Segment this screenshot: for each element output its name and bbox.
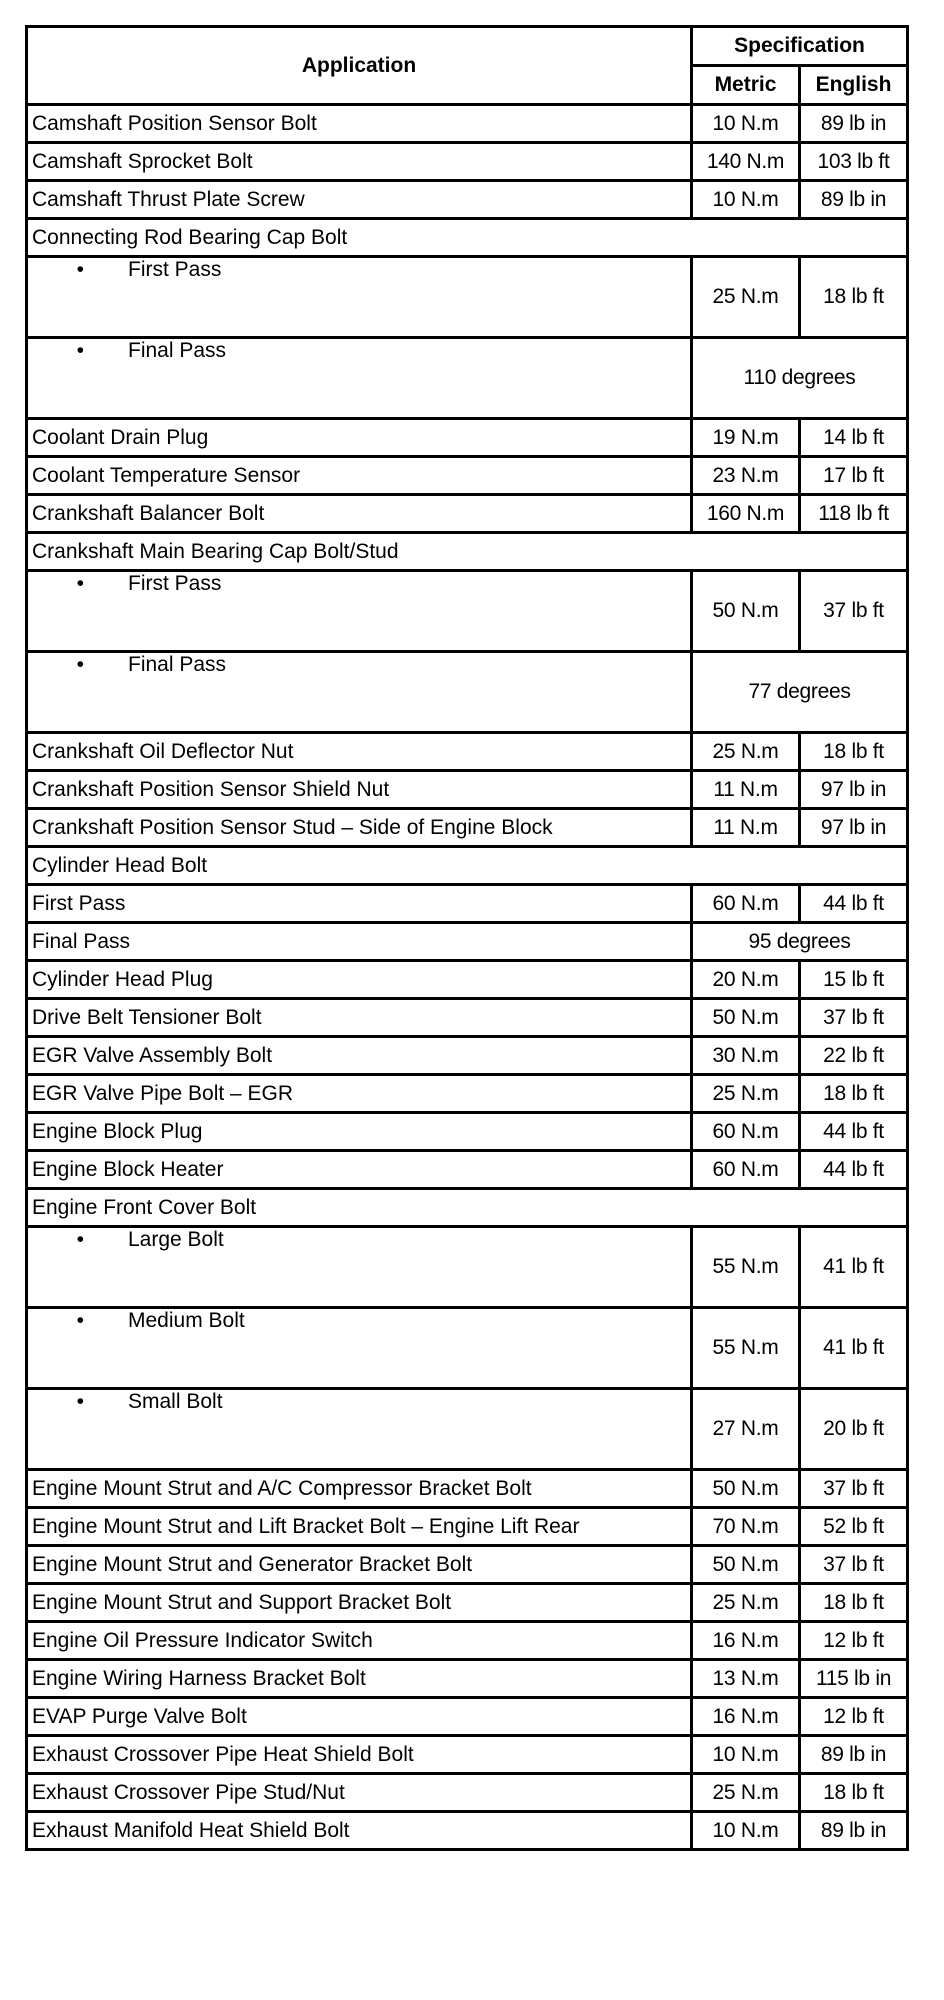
metric-value: 16 N.m <box>692 1622 800 1660</box>
application-cell: First Pass <box>27 885 692 923</box>
application-cell: Crankshaft Position Sensor Stud – Side of Engine Block <box>27 809 692 847</box>
table-row <box>27 923 908 961</box>
application-cell: Crankshaft Main Bearing Cap Bolt/Stud <box>27 533 908 571</box>
english-value: 22 lb ft <box>800 1037 908 1075</box>
table-row <box>27 1584 908 1622</box>
english-header: English <box>800 66 908 105</box>
table-row <box>27 1470 908 1508</box>
table-row <box>27 771 908 809</box>
english-value: 103 lb ft <box>800 143 908 181</box>
metric-value: 10 N.m <box>692 1736 800 1774</box>
application-cell: EGR Valve Assembly Bolt <box>27 1037 692 1075</box>
table-row <box>27 105 908 143</box>
table-row <box>27 1660 908 1698</box>
torque-spec-sheet <box>25 25 906 1851</box>
application-cell: Engine Wiring Harness Bracket Bolt <box>27 1660 692 1698</box>
english-value: 37 lb ft <box>800 999 908 1037</box>
application-cell: Exhaust Crossover Pipe Stud/Nut <box>27 1774 692 1812</box>
table-row <box>27 419 908 457</box>
application-cell: Connecting Rod Bearing Cap Bolt <box>27 219 908 257</box>
bullet-label: Final Pass <box>128 339 227 362</box>
english-value: 37 lb ft <box>800 1546 908 1584</box>
metric-value: 60 N.m <box>692 1151 800 1189</box>
bullet-icon: • <box>76 1390 84 1413</box>
bullet-icon: • <box>76 572 84 595</box>
bullet-row <box>27 571 908 652</box>
table-row <box>27 143 908 181</box>
bullet-label: First Pass <box>128 572 222 595</box>
group-row <box>27 1189 908 1227</box>
table-row <box>27 733 908 771</box>
metric-value: 16 N.m <box>692 1698 800 1736</box>
application-cell: Engine Oil Pressure Indicator Switch <box>27 1622 692 1660</box>
application-cell: Crankshaft Balancer Bolt <box>27 495 692 533</box>
table-row <box>27 1151 908 1189</box>
english-value: 18 lb ft <box>800 1774 908 1812</box>
english-value: 44 lb ft <box>800 885 908 923</box>
metric-value: 50 N.m <box>692 1470 800 1508</box>
application-cell: Engine Block Plug <box>27 1113 692 1151</box>
bullet-row <box>27 652 908 733</box>
group-row <box>27 847 908 885</box>
application-cell: Coolant Drain Plug <box>27 419 692 457</box>
application-cell: Final Pass <box>27 923 692 961</box>
application-cell <box>27 1227 692 1308</box>
bullet-label: Small Bolt <box>128 1390 223 1413</box>
application-cell: Cylinder Head Plug <box>27 961 692 999</box>
english-value: 20 lb ft <box>800 1389 908 1470</box>
english-value: 115 lb in <box>800 1660 908 1698</box>
table-row <box>27 1037 908 1075</box>
metric-value: 23 N.m <box>692 457 800 495</box>
bullet-icon: • <box>76 1228 84 1251</box>
metric-value: 60 N.m <box>692 885 800 923</box>
application-cell: EGR Valve Pipe Bolt – EGR <box>27 1075 692 1113</box>
bullet-row <box>27 1389 908 1470</box>
metric-value: 13 N.m <box>692 1660 800 1698</box>
english-value: 118 lb ft <box>800 495 908 533</box>
metric-value: 10 N.m <box>692 105 800 143</box>
table-row <box>27 1075 908 1113</box>
table-row <box>27 999 908 1037</box>
english-value: 12 lb ft <box>800 1622 908 1660</box>
table-row <box>27 1736 908 1774</box>
table-row <box>27 809 908 847</box>
english-value: 89 lb in <box>800 105 908 143</box>
english-value: 44 lb ft <box>800 1113 908 1151</box>
metric-value: 60 N.m <box>692 1113 800 1151</box>
table-body <box>27 105 908 1850</box>
english-value: 41 lb ft <box>800 1308 908 1389</box>
application-cell: Camshaft Thrust Plate Screw <box>27 181 692 219</box>
table-row <box>27 1508 908 1546</box>
english-value: 18 lb ft <box>800 1075 908 1113</box>
application-cell <box>27 571 692 652</box>
angle-value: 95 degrees <box>692 923 908 961</box>
metric-value: 55 N.m <box>692 1227 800 1308</box>
english-value: 12 lb ft <box>800 1698 908 1736</box>
application-cell: Camshaft Position Sensor Bolt <box>27 105 692 143</box>
metric-value: 27 N.m <box>692 1389 800 1470</box>
application-cell <box>27 257 692 338</box>
application-cell <box>27 652 692 733</box>
application-cell: Engine Mount Strut and Support Bracket Bolt <box>27 1584 692 1622</box>
metric-value: 20 N.m <box>692 961 800 999</box>
bullet-row <box>27 257 908 338</box>
specification-header: Specification <box>692 27 908 66</box>
metric-value: 140 N.m <box>692 143 800 181</box>
metric-value: 25 N.m <box>692 1584 800 1622</box>
english-value: 37 lb ft <box>800 1470 908 1508</box>
table-row <box>27 181 908 219</box>
metric-value: 70 N.m <box>692 1508 800 1546</box>
angle-value: 77 degrees <box>692 652 908 733</box>
english-value: 89 lb in <box>800 1736 908 1774</box>
metric-value: 50 N.m <box>692 571 800 652</box>
english-value: 89 lb in <box>800 1812 908 1850</box>
english-value: 18 lb ft <box>800 733 908 771</box>
table-row <box>27 961 908 999</box>
group-row <box>27 533 908 571</box>
english-value: 41 lb ft <box>800 1227 908 1308</box>
table-row <box>27 1812 908 1850</box>
metric-value: 19 N.m <box>692 419 800 457</box>
application-cell: Crankshaft Oil Deflector Nut <box>27 733 692 771</box>
metric-header: Metric <box>692 66 800 105</box>
metric-value: 25 N.m <box>692 1075 800 1113</box>
table-row <box>27 885 908 923</box>
application-cell: Exhaust Manifold Heat Shield Bolt <box>27 1812 692 1850</box>
english-value: 18 lb ft <box>800 1584 908 1622</box>
application-header: Application <box>27 27 692 105</box>
application-cell <box>27 1389 692 1470</box>
bullet-icon: • <box>76 653 84 676</box>
application-cell <box>27 1308 692 1389</box>
application-cell: Engine Block Heater <box>27 1151 692 1189</box>
bullet-label: Large Bolt <box>128 1228 224 1251</box>
table-row <box>27 1698 908 1736</box>
application-cell: Drive Belt Tensioner Bolt <box>27 999 692 1037</box>
metric-value: 55 N.m <box>692 1308 800 1389</box>
metric-value: 10 N.m <box>692 1812 800 1850</box>
english-value: 14 lb ft <box>800 419 908 457</box>
metric-value: 25 N.m <box>692 257 800 338</box>
bullet-label: Medium Bolt <box>128 1309 245 1332</box>
table-row <box>27 1113 908 1151</box>
metric-value: 11 N.m <box>692 771 800 809</box>
application-cell <box>27 338 692 419</box>
application-cell: EVAP Purge Valve Bolt <box>27 1698 692 1736</box>
english-value: 37 lb ft <box>800 571 908 652</box>
metric-value: 11 N.m <box>692 809 800 847</box>
english-value: 89 lb in <box>800 181 908 219</box>
angle-value: 110 degrees <box>692 338 908 419</box>
metric-value: 25 N.m <box>692 733 800 771</box>
metric-value: 50 N.m <box>692 1546 800 1584</box>
table-row <box>27 1774 908 1812</box>
bullet-row <box>27 1227 908 1308</box>
english-value: 97 lb in <box>800 809 908 847</box>
bullet-icon: • <box>76 339 84 362</box>
application-cell: Engine Mount Strut and Lift Bracket Bolt – Engine Lift Rear <box>27 1508 692 1546</box>
table-row <box>27 457 908 495</box>
english-value: 15 lb ft <box>800 961 908 999</box>
application-cell: Cylinder Head Bolt <box>27 847 908 885</box>
table-row <box>27 1622 908 1660</box>
application-cell: Engine Mount Strut and A/C Compressor Bracket Bolt <box>27 1470 692 1508</box>
english-value: 44 lb ft <box>800 1151 908 1189</box>
bullet-label: Final Pass <box>128 653 227 676</box>
metric-value: 160 N.m <box>692 495 800 533</box>
metric-value: 30 N.m <box>692 1037 800 1075</box>
application-cell: Engine Front Cover Bolt <box>27 1189 908 1227</box>
application-cell: Crankshaft Position Sensor Shield Nut <box>27 771 692 809</box>
metric-value: 10 N.m <box>692 181 800 219</box>
application-cell: Camshaft Sprocket Bolt <box>27 143 692 181</box>
application-cell: Coolant Temperature Sensor <box>27 457 692 495</box>
bullet-row <box>27 338 908 419</box>
english-value: 52 lb ft <box>800 1508 908 1546</box>
application-cell: Engine Mount Strut and Generator Bracket Bolt <box>27 1546 692 1584</box>
bullet-row <box>27 1308 908 1389</box>
table-row <box>27 495 908 533</box>
application-cell: Exhaust Crossover Pipe Heat Shield Bolt <box>27 1736 692 1774</box>
english-value: 97 lb in <box>800 771 908 809</box>
table-row <box>27 1546 908 1584</box>
table-header <box>27 27 908 105</box>
english-value: 18 lb ft <box>800 257 908 338</box>
bullet-icon: • <box>76 258 84 281</box>
bullet-label: First Pass <box>128 258 222 281</box>
metric-value: 25 N.m <box>692 1774 800 1812</box>
torque-spec-table <box>25 25 909 1851</box>
group-row <box>27 219 908 257</box>
bullet-icon: • <box>76 1309 84 1332</box>
metric-value: 50 N.m <box>692 999 800 1037</box>
english-value: 17 lb ft <box>800 457 908 495</box>
